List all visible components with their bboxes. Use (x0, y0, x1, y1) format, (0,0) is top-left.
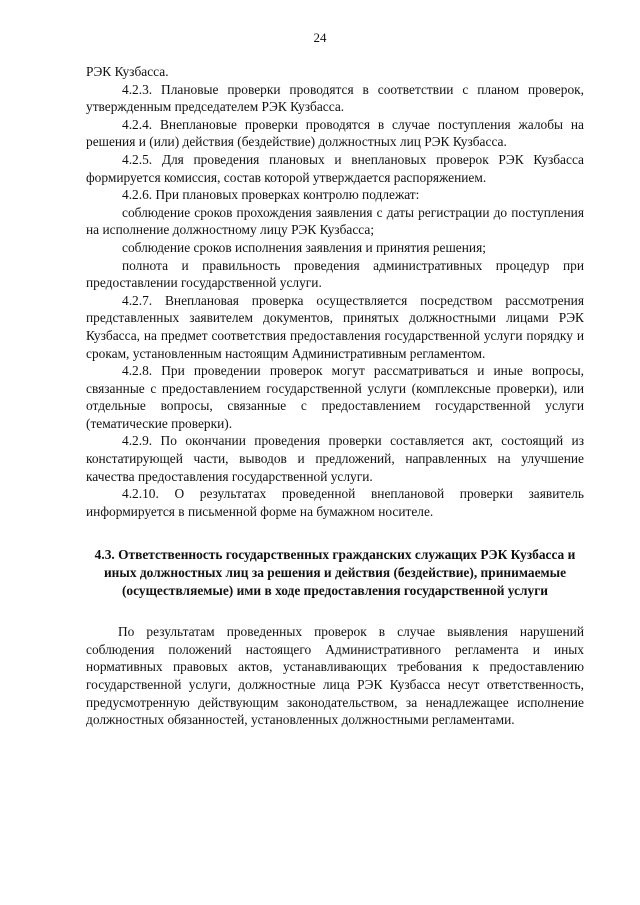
paragraph-4-2-8: 4.2.8. При проведении проверок могут рассматриваться и иные вопросы, связанные с предоставлением государственной услуги (комплексные проверки), или отдельные вопросы, связанные с предоставлением государственной услуги (тематические проверки). (86, 363, 584, 431)
list-item-deadlines-registration: соблюдение сроков прохождения заявления с даты регистрации до поступления на исполнение должностному лицу РЭК Кузбасса; (86, 204, 584, 238)
section-heading-4-3: 4.3. Ответственность государственных гражданских служащих РЭК Кузбасса и иных должностных лиц за решения и действия (бездействие), принимаемые (осуществляемые) ими в ходе предоставления государственной услуги (94, 547, 576, 598)
list-item-deadlines-execution: соблюдение сроков исполнения заявления и принятия решения; (122, 239, 486, 255)
page-number: 24 (313, 30, 327, 45)
paragraph-4-2-7: 4.2.7. Внеплановая проверка осуществляется посредством рассмотрения представленных заявителем документов, принятых должностными лицами РЭК Кузбасса, на предмет соответствия предоставления государственной услуги порядку и срокам, установленным настоящим Административным регламентом. (86, 292, 584, 361)
paragraph-continuation: РЭК Кузбасса. (86, 64, 169, 79)
paragraph-4-2-3: 4.2.3. Плановые проверки проводятся в соответствии с планом проверок, утвержденным председателем РЭК Кузбасса. (86, 81, 584, 115)
paragraph-4-2-9: 4.2.9. По окончании проведения проверки составляется акт, состоящий из констатирующей части, выводов и предложений, направленных на улучшение качества предоставления государственной услуги. (86, 433, 584, 484)
paragraph-4-2-4: 4.2.4. Внеплановые проверки проводятся в случае поступления жалобы на решения и (или) действия (бездействие) должностных лиц РЭК Кузбасса. (86, 116, 584, 150)
paragraph-responsibility: По результатам проведенных проверок в случае выявления нарушений соблюдения положений настоящего Административного регламента и иных нормативных правовых актов, устанавливающих требования к предоставлению государственной услуги, должностные лица РЭК Кузбасса несут ответственность, предусмотренную действующим законодательством, за ненадлежащее исполнение должностных обязанностей, установленных должностными регламентами. (86, 624, 584, 728)
document-body (86, 63, 584, 729)
paragraph-4-2-5: 4.2.5. Для проведения плановых и внеплановых проверок РЭК Кузбасса формируется комиссия, состав которой утверждается распоряжением. (86, 151, 584, 185)
paragraph-4-2-6: 4.2.6. При плановых проверках контролю подлежат: (122, 187, 420, 203)
paragraph-4-2-10: 4.2.10. О результатах проведенной внеплановой проверки заявитель информируется в письменной форме на бумажном носителе. (86, 486, 584, 519)
section-4-3-body (86, 623, 584, 729)
list-item-procedures-completeness: полнота и правильность проведения административных процедур при предоставлении государственной услуги. (86, 257, 584, 291)
